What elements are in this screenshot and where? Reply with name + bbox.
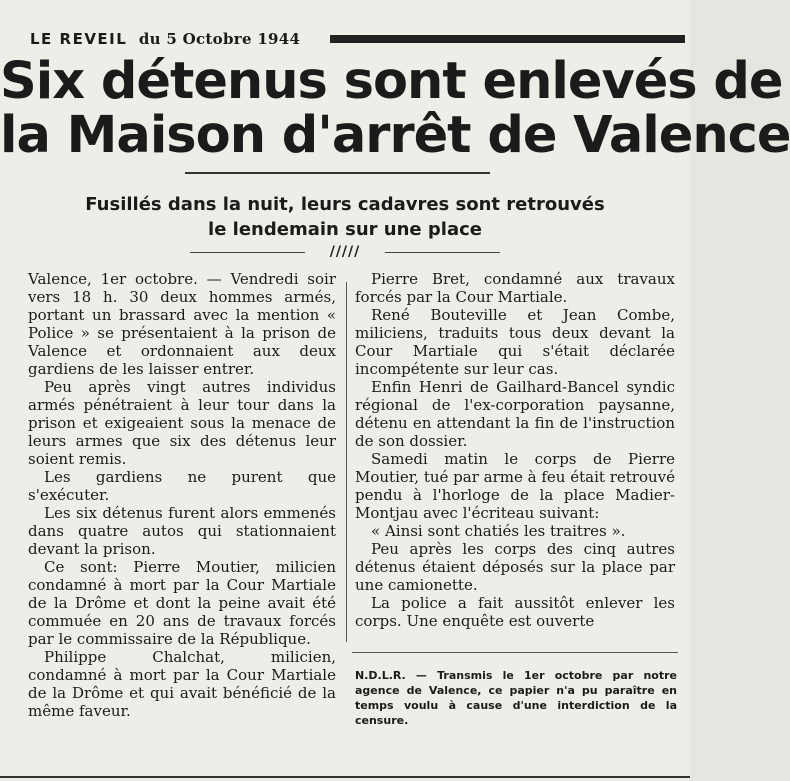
paragraph: Peu après les corps des cinq autres détenus étaient déposés sur la place par une camionette. <box>355 540 675 594</box>
headline-line-2: la Maison d'arrêt de Valence <box>0 106 790 165</box>
paragraph: Pierre Bret, condamné aux travaux forcés par la Cour Martiale. <box>355 270 675 306</box>
dateline <box>30 30 300 48</box>
column-divider <box>346 282 347 642</box>
article-column-left <box>28 270 336 720</box>
headline <box>0 52 790 165</box>
subheadline <box>0 192 690 242</box>
paragraph: La police a fait aussitôt enlever les corps. Une enquête est ouverte <box>355 594 675 630</box>
paragraph: Valence, 1er octobre. — Vendredi soir vers 18 h. 30 deux hommes armés, portant un brassard avec la mention « Police » se présentaient à la prison de Valence et ordonnaient aux deux gardiens de les laisser entrer. <box>28 270 336 378</box>
subheadline-line-2: le lendemain sur une place <box>208 219 482 240</box>
paragraph: Enfin Henri de Gailhard-Bancel syndic régional de l'ex-corporation paysanne, détenu en attendant la fin de l'instruction de son dossier. <box>355 378 675 450</box>
subheadline-line-1: Fusillés dans la nuit, leurs cadavres sont retrouvés <box>85 194 605 215</box>
paragraph: Les six détenus furent alors emmenés dans quatre autos qui stationnaient devant la prison. <box>28 504 336 558</box>
newspaper-name: LE REVEIL <box>30 30 128 48</box>
paragraph: « Ainsi sont chatiés les traitres ». <box>371 522 626 540</box>
paragraph: Philippe Chalchat, milicien, condamné à mort par la Cour Martiale de la Drôme et qui avait bénéficié de la même faveur. <box>28 648 336 720</box>
ornament-rule-right <box>385 252 500 253</box>
editor-note: N.D.L.R. — Transmis le 1er octobre par notre agence de Valence, ce papier n'a pu paraître en temps voulu à cause d'une interdiction de la censure. <box>355 669 677 727</box>
paragraph: René Bouteville et Jean Combe, miliciens, traduits tous deux devant la Cour Martiale qui s'était déclarée incompétente sur leur cas. <box>355 306 675 378</box>
ornament: ///// <box>329 244 361 260</box>
paragraph: Les gardiens ne purent que s'exécuter. <box>28 468 336 504</box>
paragraph: Samedi matin le corps de Pierre Moutier, tué par arme à feu était retrouvé pendu à l'horloge de la place Madier-Montjau avec l'écriteau suivant: <box>355 450 675 522</box>
paragraph: Ce sont: Pierre Moutier, milicien condamné à mort par la Cour Martiale de la Drôme et dont la peine avait été commuée en 20 ans de travaux forcés par le commissaire de la République. <box>28 558 336 648</box>
headline-rule <box>185 172 490 174</box>
article-column-right <box>355 270 675 630</box>
dateline-rule <box>330 35 685 43</box>
bottom-rule <box>0 776 690 778</box>
publication-date: du 5 Octobre 1944 <box>138 30 301 48</box>
headline-line-1: Six détenus sont enlevés de <box>0 52 783 111</box>
note-rule <box>352 652 678 653</box>
paragraph: Peu après vingt autres individus armés pénétraient à leur tour dans la prison et exigeaient sous la menace de leurs armes que six des détenus leur soient remis. <box>28 378 336 468</box>
